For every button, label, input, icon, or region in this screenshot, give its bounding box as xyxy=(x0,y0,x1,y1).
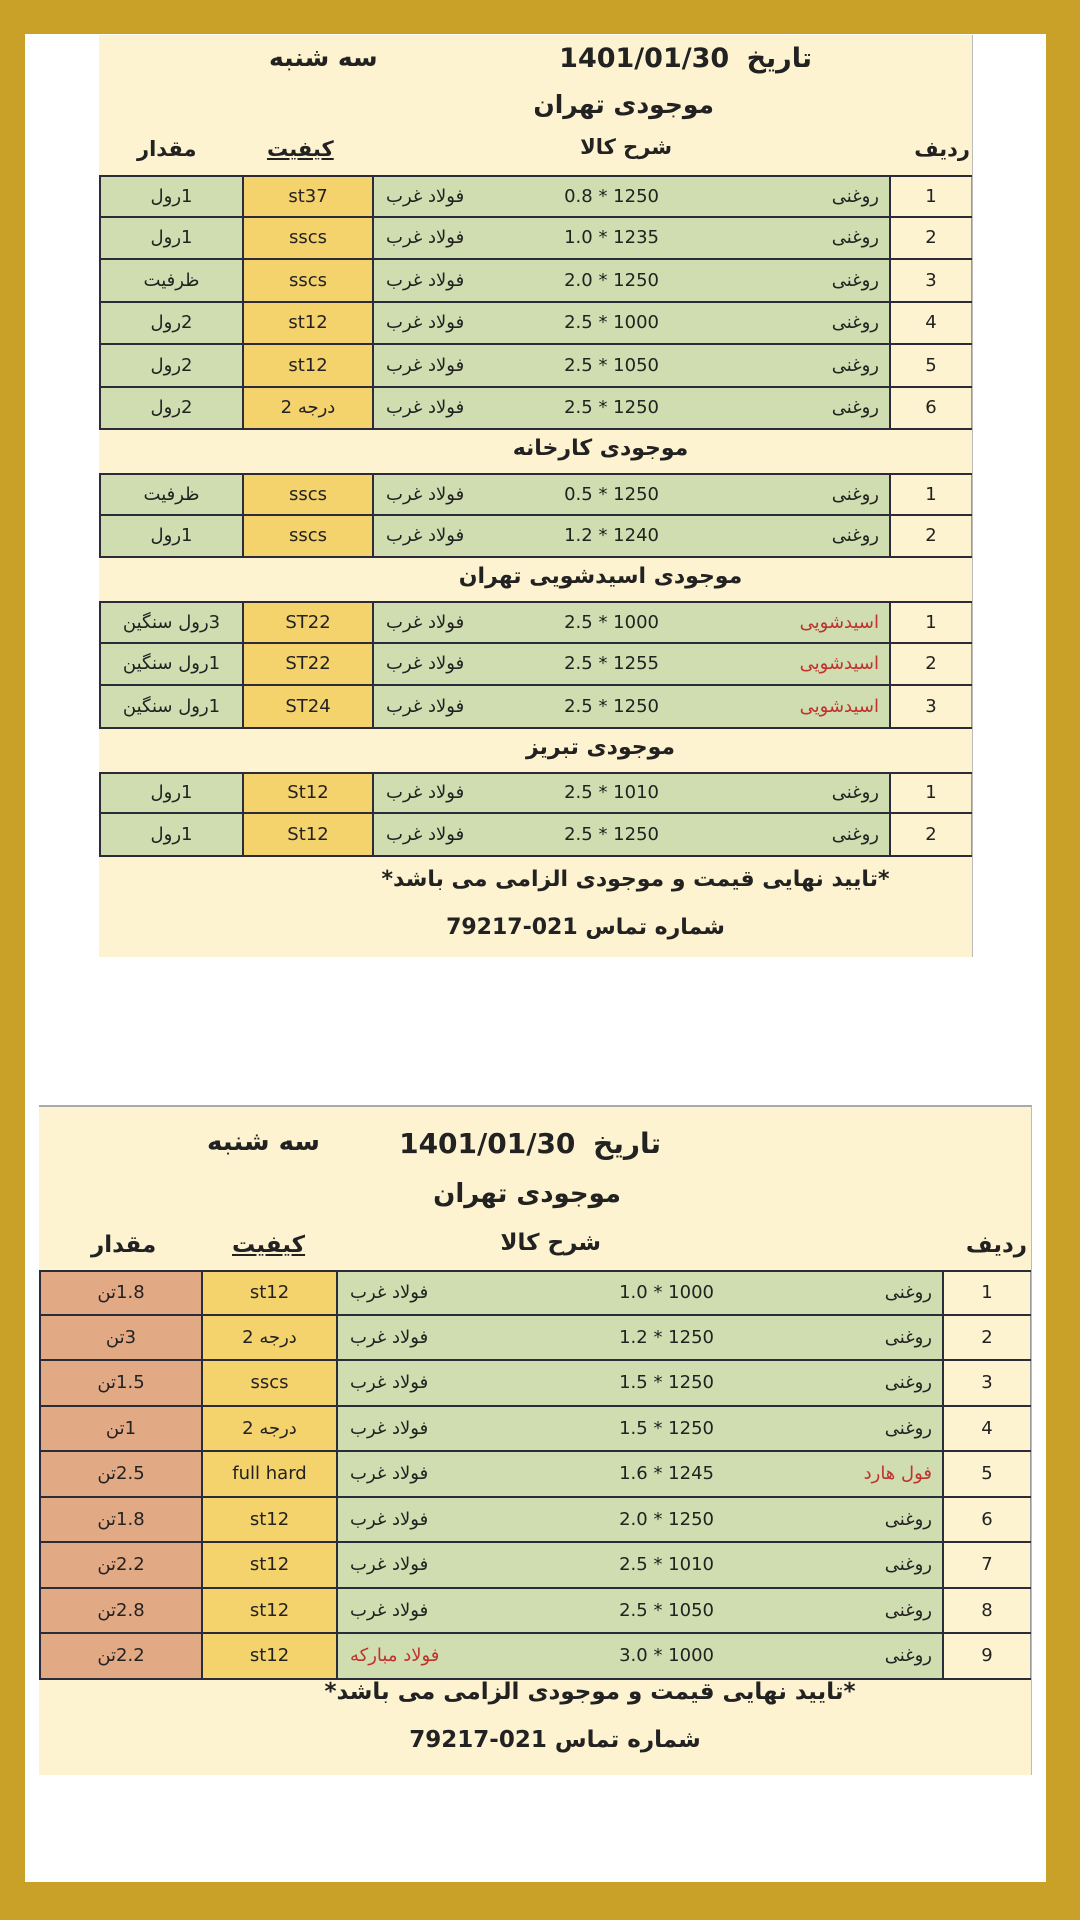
description-cell xyxy=(374,516,891,557)
quantity-cell: 2رول xyxy=(99,303,244,344)
row-number-cell: 1 xyxy=(891,774,972,813)
quality-cell: ST22 xyxy=(244,603,374,642)
type-text: اسیدشویی xyxy=(799,653,879,675)
quality-cell: sscs xyxy=(203,1361,338,1405)
column-header-description: شرح کالا xyxy=(500,1230,601,1256)
type-text: روغنی xyxy=(831,823,879,845)
column-header-row: ردیف xyxy=(914,137,970,161)
type-text: روغنی xyxy=(831,185,879,207)
type-text: روغنی xyxy=(831,269,879,291)
type-text: روغنی xyxy=(831,354,879,376)
row-number-cell: 2 xyxy=(944,1316,1031,1360)
table-row xyxy=(39,1316,1031,1362)
type-text: روغنی xyxy=(831,782,879,804)
row-number-cell: 1 xyxy=(891,475,972,514)
row-number-cell: 1 xyxy=(944,1272,1031,1314)
type-text: روغنی xyxy=(884,1326,932,1348)
confirmation-note: *تایید نهایی قیمت و موجودی الزامی می باشد* xyxy=(381,867,890,892)
description-cell xyxy=(338,1361,944,1405)
quantity-cell: 2.5تن xyxy=(39,1452,203,1496)
description-cell xyxy=(338,1272,944,1314)
row-number-cell: 3 xyxy=(891,686,972,727)
brand-text: فولاد غرب xyxy=(350,1463,429,1485)
brand-text: فولاد غرب xyxy=(350,1599,429,1621)
description-cell xyxy=(374,218,891,259)
quality-cell: st12 xyxy=(203,1272,338,1314)
row-number-cell: 2 xyxy=(891,516,972,557)
quantity-cell: 2.2تن xyxy=(39,1543,203,1587)
quantity-cell: 1رول xyxy=(99,218,244,259)
description-cell xyxy=(338,1543,944,1587)
size-text: 2.5 * 1000 xyxy=(564,611,659,633)
quantity-cell: 2رول xyxy=(99,388,244,429)
brand-text: فولاد غرب xyxy=(386,269,465,291)
description-cell xyxy=(374,475,891,514)
row-number-cell: 3 xyxy=(944,1361,1031,1405)
quantity-cell: 2.2تن xyxy=(39,1634,203,1678)
type-text: روغنی xyxy=(884,1417,932,1439)
quality-cell: st12 xyxy=(203,1498,338,1542)
column-header-quality: کیفیت xyxy=(267,137,334,161)
quantity-cell: 1رول سنگین xyxy=(99,644,244,685)
quantity-cell: 1رول xyxy=(99,774,244,813)
table-row xyxy=(99,601,972,644)
table-row xyxy=(99,644,972,687)
description-cell xyxy=(374,345,891,386)
quality-cell: st12 xyxy=(203,1589,338,1633)
quantity-cell: 2رول xyxy=(99,345,244,386)
brand-text: فولاد غرب xyxy=(386,653,465,675)
row-number-cell: 1 xyxy=(891,177,972,216)
quality-cell: st12 xyxy=(203,1634,338,1678)
description-cell xyxy=(338,1452,944,1496)
brand-text: فولاد غرب xyxy=(350,1326,429,1348)
section-heading: موجودی اسیدشویی تهران xyxy=(458,564,743,589)
size-text: 2.5 * 1250 xyxy=(564,823,659,845)
column-header-row: ردیف xyxy=(965,1232,1027,1258)
quantity-cell: ظرفیت xyxy=(99,260,244,301)
date-label: تاریخ xyxy=(746,43,812,74)
type-text: روغنی xyxy=(884,1508,932,1530)
row-number-cell: 2 xyxy=(891,814,972,855)
description-cell xyxy=(338,1498,944,1542)
row-number-cell: 8 xyxy=(944,1589,1031,1633)
date-value: 1401/01/30 xyxy=(399,1127,576,1160)
table-row xyxy=(39,1634,1031,1680)
size-text: 2.5 * 1250 xyxy=(564,695,659,717)
quality-cell: st12 xyxy=(244,303,374,344)
description-cell xyxy=(338,1316,944,1360)
quantity-cell: 1.5تن xyxy=(39,1361,203,1405)
quantity-cell: 1رول xyxy=(99,177,244,216)
quality-cell: sscs xyxy=(244,475,374,514)
quantity-cell: 1.8تن xyxy=(39,1498,203,1542)
brand-text: فولاد غرب xyxy=(386,397,465,419)
description-cell xyxy=(374,303,891,344)
table-row xyxy=(39,1543,1031,1589)
size-text: 1.5 * 1250 xyxy=(619,1417,714,1439)
table-row xyxy=(99,345,972,388)
description-cell xyxy=(338,1407,944,1451)
brand-text: فولاد غرب xyxy=(350,1372,429,1394)
quality-cell: St12 xyxy=(244,774,374,813)
description-cell xyxy=(374,644,891,685)
size-text: 1.2 * 1250 xyxy=(619,1326,714,1348)
size-text: 2.5 * 1010 xyxy=(564,782,659,804)
quantity-cell: 3تن xyxy=(39,1316,203,1360)
quantity-cell: 1رول xyxy=(99,814,244,855)
size-text: 1.6 * 1245 xyxy=(619,1463,714,1485)
type-text: روغنی xyxy=(884,1645,932,1667)
quality-cell: درجه 2 xyxy=(244,388,374,429)
quality-cell: st37 xyxy=(244,177,374,216)
confirmation-note: *تایید نهایی قیمت و موجودی الزامی می باشد* xyxy=(324,1679,856,1705)
column-header-description: شرح کالا xyxy=(580,135,672,159)
type-text: روغنی xyxy=(831,227,879,249)
table-row xyxy=(99,473,972,516)
size-text: 0.8 * 1250 xyxy=(564,185,659,207)
size-text: 2.5 * 1255 xyxy=(564,653,659,675)
weekday: سه شنبه xyxy=(269,43,378,72)
brand-text: فولاد غرب xyxy=(386,525,465,547)
type-text: روغنی xyxy=(884,1372,932,1394)
inventory-sheet-2 xyxy=(39,1105,1032,1775)
quality-cell: st12 xyxy=(203,1543,338,1587)
size-text: 1.2 * 1240 xyxy=(564,525,659,547)
brand-text: فولاد غرب xyxy=(386,483,465,505)
row-number-cell: 6 xyxy=(944,1498,1031,1542)
brand-text: فولاد غرب xyxy=(386,782,465,804)
description-cell xyxy=(374,814,891,855)
type-text: اسیدشویی xyxy=(799,611,879,633)
size-text: 2.0 * 1250 xyxy=(564,269,659,291)
table-row xyxy=(99,772,972,815)
brand-text: فولاد غرب xyxy=(350,1417,429,1439)
row-number-cell: 2 xyxy=(891,218,972,259)
row-number-cell: 1 xyxy=(891,603,972,642)
type-text: روغنی xyxy=(831,525,879,547)
column-header-quality: کیفیت xyxy=(232,1232,306,1258)
type-text: روغنی xyxy=(884,1554,932,1576)
column-header-quantity: مقدار xyxy=(137,137,197,161)
quantity-cell: 1.8تن xyxy=(39,1272,203,1314)
size-text: 3.0 * 1000 xyxy=(619,1645,714,1667)
table-row xyxy=(39,1407,1031,1453)
quality-cell: sscs xyxy=(244,260,374,301)
quality-cell: ST22 xyxy=(244,644,374,685)
quantity-cell: 1رول xyxy=(99,516,244,557)
size-text: 2.5 * 1050 xyxy=(619,1599,714,1621)
brand-text: فولاد غرب xyxy=(386,695,465,717)
contact-number: شماره تماس 021-79217 xyxy=(409,1727,701,1753)
quality-cell: sscs xyxy=(244,516,374,557)
row-number-cell: 9 xyxy=(944,1634,1031,1678)
size-text: 2.5 * 1000 xyxy=(564,312,659,334)
quality-cell: st12 xyxy=(244,345,374,386)
type-text: روغنی xyxy=(831,397,879,419)
date-header xyxy=(559,43,812,74)
table-row xyxy=(39,1452,1031,1498)
quality-cell: sscs xyxy=(244,218,374,259)
table-row xyxy=(99,814,972,857)
quantity-cell: 3رول سنگین xyxy=(99,603,244,642)
section-heading: موجودی کارخانه xyxy=(512,436,689,461)
description-cell xyxy=(374,686,891,727)
brand-text: فولاد غرب xyxy=(386,823,465,845)
brand-text: فولاد غرب xyxy=(386,354,465,376)
row-number-cell: 4 xyxy=(891,303,972,344)
brand-text: فولاد غرب xyxy=(386,611,465,633)
row-number-cell: 3 xyxy=(891,260,972,301)
brand-text: فولاد غرب xyxy=(386,185,465,207)
table-row xyxy=(99,516,972,559)
table-row xyxy=(99,388,972,431)
row-number-cell: 2 xyxy=(891,644,972,685)
sheet-title: موجودی تهران xyxy=(433,1179,621,1209)
row-number-cell: 5 xyxy=(944,1452,1031,1496)
brand-text: فولاد غرب xyxy=(386,312,465,334)
table-row xyxy=(99,218,972,261)
date-header xyxy=(399,1127,661,1160)
size-text: 1.0 * 1000 xyxy=(619,1282,714,1304)
row-number-cell: 7 xyxy=(944,1543,1031,1587)
brand-text: فولاد غرب xyxy=(386,227,465,249)
size-text: 2.5 * 1050 xyxy=(564,354,659,376)
description-cell xyxy=(374,177,891,216)
table-row xyxy=(39,1270,1031,1316)
table-row xyxy=(99,303,972,346)
description-cell xyxy=(374,774,891,813)
table-row xyxy=(99,686,972,729)
table-row xyxy=(39,1498,1031,1544)
quality-cell: full hard xyxy=(203,1452,338,1496)
brand-text: فولاد غرب xyxy=(350,1508,429,1530)
row-number-cell: 6 xyxy=(891,388,972,429)
description-cell xyxy=(338,1634,944,1678)
size-text: 1.0 * 1235 xyxy=(564,227,659,249)
type-text: روغنی xyxy=(884,1282,932,1304)
sheet-title: موجودی تهران xyxy=(533,90,714,119)
type-text: فول هارد xyxy=(863,1463,932,1485)
brand-text: فولاد غرب xyxy=(350,1554,429,1576)
size-text: 0.5 * 1250 xyxy=(564,483,659,505)
description-cell xyxy=(374,603,891,642)
type-text: روغنی xyxy=(884,1599,932,1621)
quality-cell: ST24 xyxy=(244,686,374,727)
inventory-sheet-1 xyxy=(99,35,973,957)
quantity-cell: 1تن xyxy=(39,1407,203,1451)
table-row xyxy=(99,260,972,303)
description-cell xyxy=(338,1589,944,1633)
row-number-cell: 5 xyxy=(891,345,972,386)
quantity-cell: 1رول سنگین xyxy=(99,686,244,727)
type-text: روغنی xyxy=(831,312,879,334)
type-text: اسیدشویی xyxy=(799,695,879,717)
brand-text: فولاد غرب xyxy=(350,1282,429,1304)
brand-text: فولاد مبارکه xyxy=(350,1645,440,1667)
type-text: روغنی xyxy=(831,483,879,505)
contact-number: شماره تماس 021-79217 xyxy=(446,915,725,940)
quantity-cell: ظرفیت xyxy=(99,475,244,514)
table-row xyxy=(39,1361,1031,1407)
size-text: 2.5 * 1010 xyxy=(619,1554,714,1576)
size-text: 1.5 * 1250 xyxy=(619,1372,714,1394)
column-header-quantity: مقدار xyxy=(91,1232,157,1258)
table-row xyxy=(99,175,972,218)
description-cell xyxy=(374,260,891,301)
weekday: سه شنبه xyxy=(207,1127,320,1157)
table-row xyxy=(39,1589,1031,1635)
date-label: تاریخ xyxy=(593,1127,661,1160)
description-cell xyxy=(374,388,891,429)
date-value: 1401/01/30 xyxy=(559,43,730,74)
quality-cell: درجه 2 xyxy=(203,1407,338,1451)
quantity-cell: 2.8تن xyxy=(39,1589,203,1633)
quality-cell: St12 xyxy=(244,814,374,855)
section-heading: موجودی تبریز xyxy=(525,734,676,760)
size-text: 2.0 * 1250 xyxy=(619,1508,714,1530)
row-number-cell: 4 xyxy=(944,1407,1031,1451)
quality-cell: درجه 2 xyxy=(203,1316,338,1360)
size-text: 2.5 * 1250 xyxy=(564,397,659,419)
